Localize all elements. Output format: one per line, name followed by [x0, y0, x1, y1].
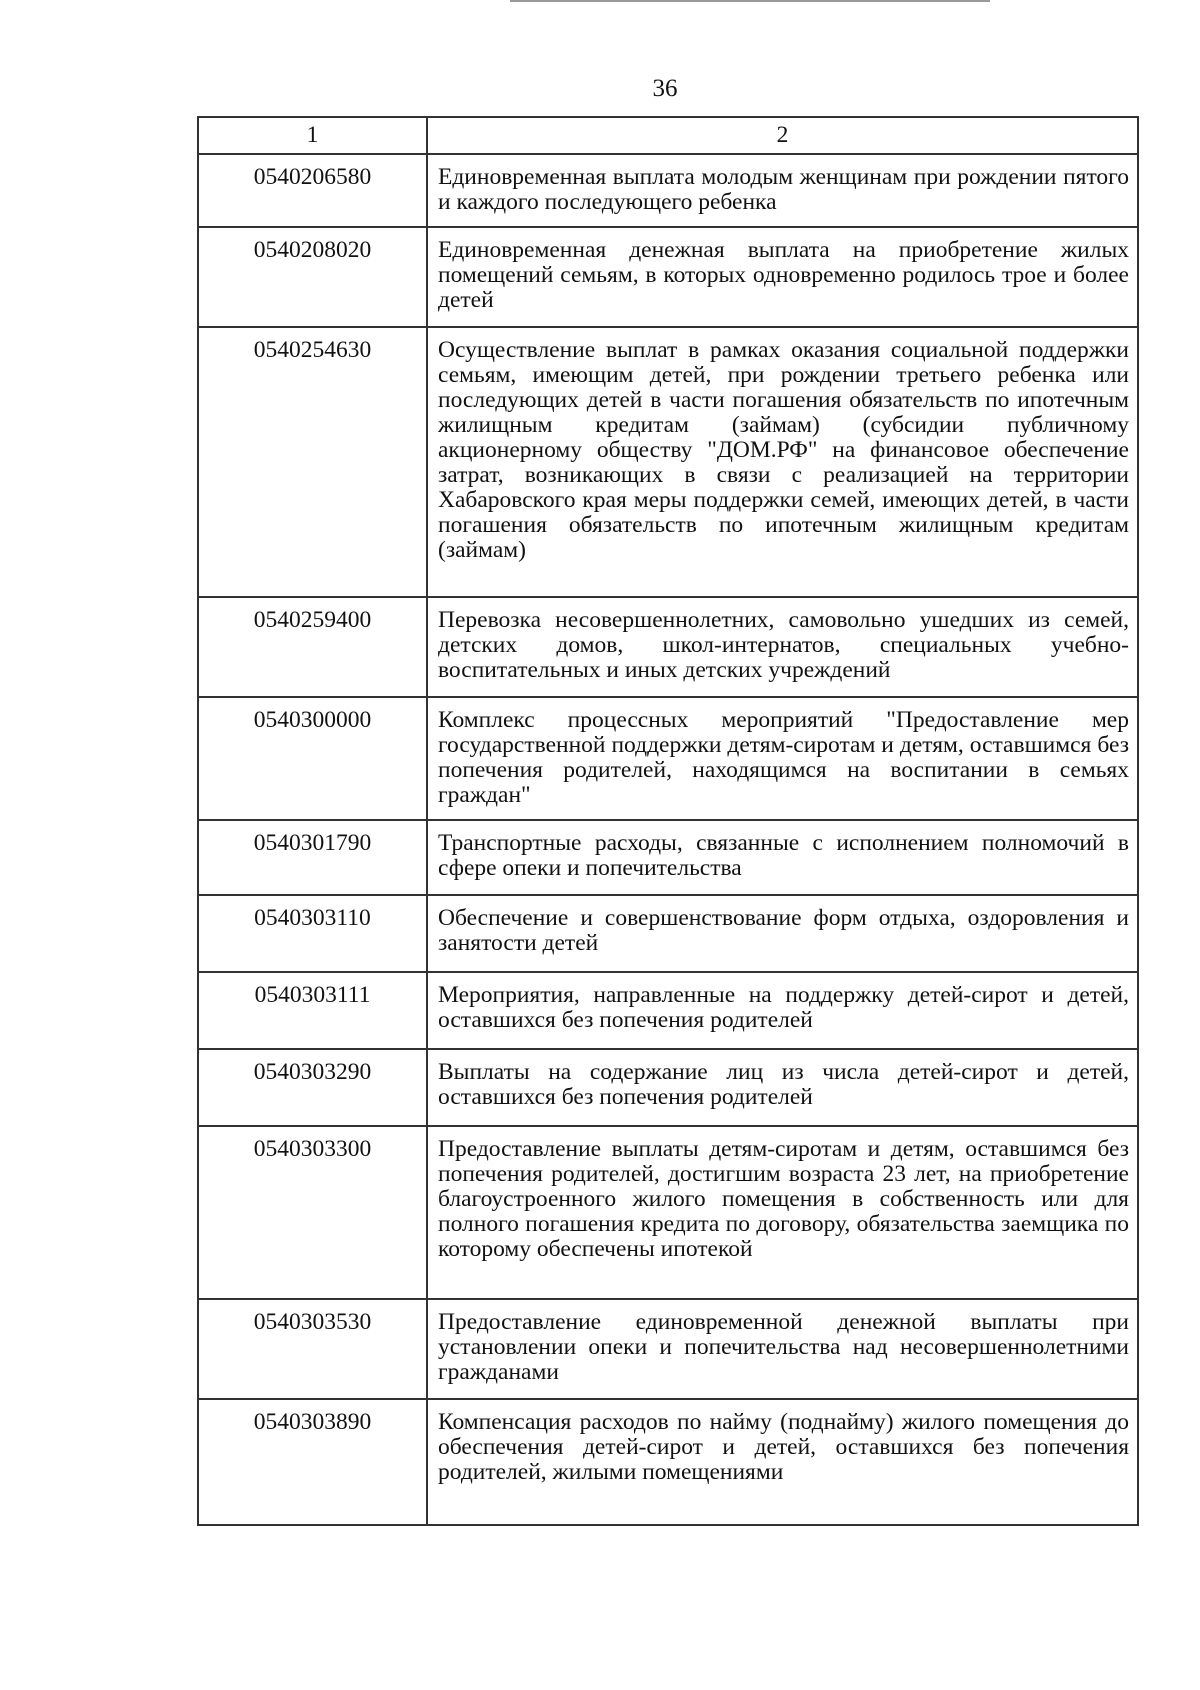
row-code: 0540303300	[198, 1126, 427, 1299]
row-name: Предоставление единовременной денежной выплаты при установлении опеки и попечительства над несовершеннолетними гражданами	[427, 1299, 1138, 1399]
table-row	[198, 154, 1138, 227]
table-row	[198, 1049, 1138, 1126]
row-name: Перевозка несовершеннолетних, самовольно ушедших из семей, детских домов, школ-интернатов, специальных учебно-воспитательных и иных детских учреждений	[427, 597, 1138, 697]
row-name: Выплаты на содержание лиц из числа детей-сирот и детей, оставшихся без попечения родителей	[427, 1049, 1138, 1126]
row-code: 0540206580	[198, 154, 427, 227]
row-name: Комплекс процессных мероприятий "Предоставление мер государственной поддержки детям-сиротам и детям, оставшимся без попечения родителей, находящимся на воспитании в семьях граждан"	[427, 697, 1138, 820]
row-name: Единовременная денежная выплата на приобретение жилых помещений семьям, в которых одновременно родилось трое и более детей	[427, 227, 1138, 327]
row-code: 0540303110	[198, 895, 427, 972]
column-header-name: 2	[427, 117, 1138, 154]
table-row	[198, 697, 1138, 820]
page-number: 36	[652, 75, 678, 102]
row-code: 0540208020	[198, 227, 427, 327]
row-name: Осуществление выплат в рамках оказания социальной поддержки семьям, имеющим детей, при рождении третьего ребенка или последующих детей в части погашения обязательств по ипотечным жилищным кредитам (займам) (субсидии публичному акционерному обществу "ДОМ.РФ" на финансовое обеспечение затрат, возникающих в связи с реализацией на территории Хабаровского края меры поддержки семей, имеющих детей, в части погашения обязательств по ипотечным жилищным кредитам (займам)	[427, 327, 1138, 597]
row-name: Единовременная выплата молодым женщинам при рождении пятого и каждого последующего ребенка	[427, 154, 1138, 227]
table-row	[198, 1126, 1138, 1299]
table-row	[198, 972, 1138, 1049]
table-row	[198, 327, 1138, 597]
table-row	[198, 597, 1138, 697]
row-code: 0540254630	[198, 327, 427, 597]
table-row	[198, 227, 1138, 327]
row-code: 0540303290	[198, 1049, 427, 1126]
row-name: Компенсация расходов по найму (поднайму) жилого помещения до обеспечения детей-сирот и детей, оставшихся без попечения родителей, жилыми помещениями	[427, 1399, 1138, 1525]
row-code: 0540259400	[198, 597, 427, 697]
row-code: 0540303890	[198, 1399, 427, 1525]
row-code: 0540303111	[198, 972, 427, 1049]
row-code: 0540300000	[198, 697, 427, 820]
column-header-code: 1	[198, 117, 427, 154]
table-row	[198, 895, 1138, 972]
table-header-row	[198, 117, 1138, 154]
row-name: Транспортные расходы, связанные с исполнением полномочий в сфере опеки и попечительства	[427, 820, 1138, 895]
row-code: 0540303530	[198, 1299, 427, 1399]
row-name: Обеспечение и совершенствование форм отдыха, оздоровления и занятости детей	[427, 895, 1138, 972]
row-name: Предоставление выплаты детям-сиротам и детям, оставшимся без попечения родителей, достигшим возраста 23 лет, на приобретение благоустроенного жилого помещения в собственность или для полного погашения кредита по договору, обязательства заемщика по которому обеспечены ипотекой	[427, 1126, 1138, 1299]
table-row	[198, 820, 1138, 895]
table-row	[198, 1299, 1138, 1399]
classification-table	[197, 116, 1139, 1526]
row-name: Мероприятия, направленные на поддержку детей-сирот и детей, оставшихся без попечения родителей	[427, 972, 1138, 1049]
top-rule	[510, 0, 990, 2]
table-row	[198, 1399, 1138, 1525]
row-code: 0540301790	[198, 820, 427, 895]
